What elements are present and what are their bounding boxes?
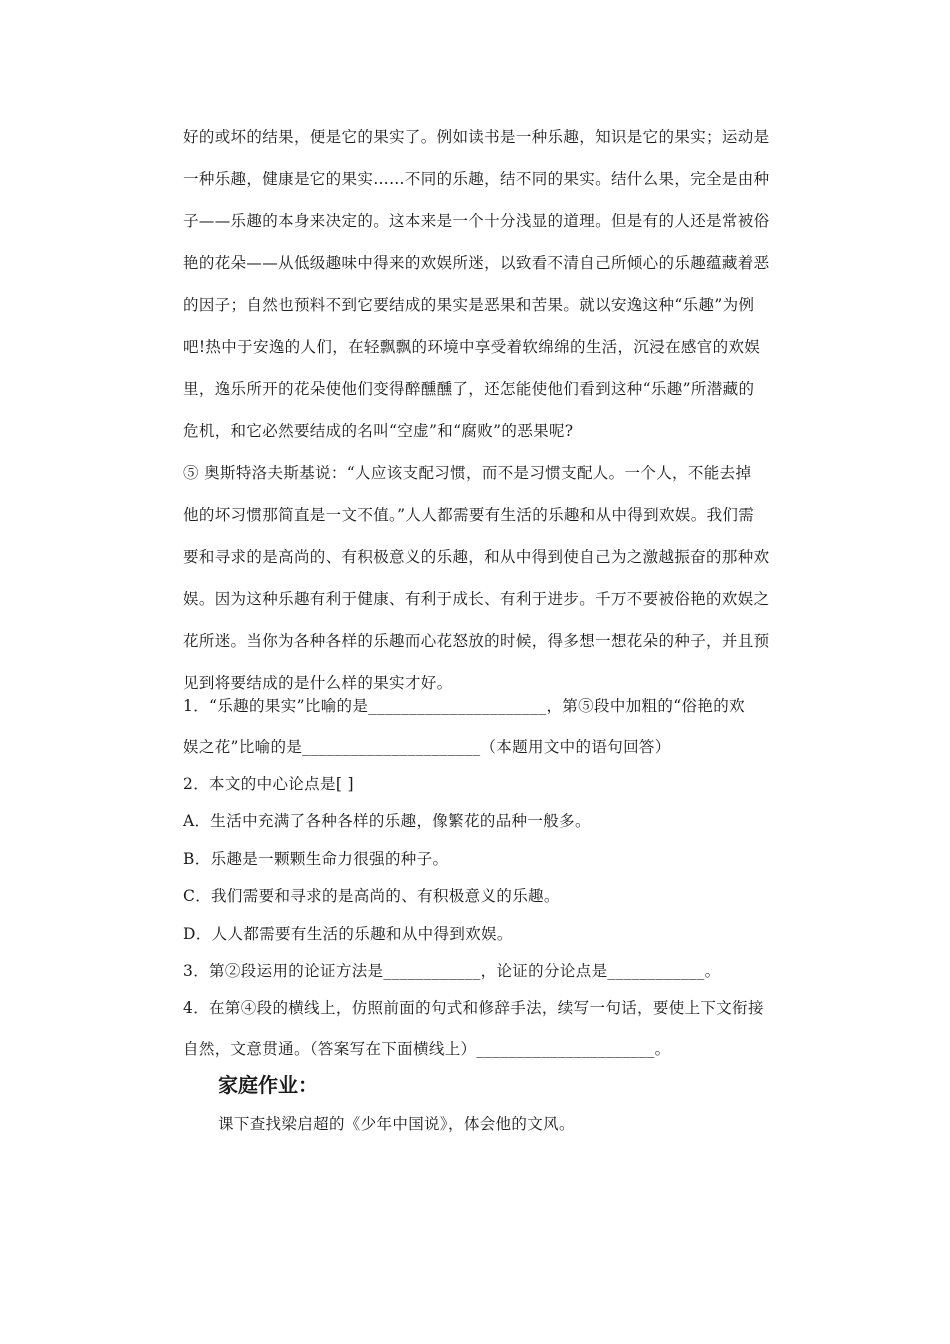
passage-paragraph-5-start: ⑤ 奥斯特洛夫斯基说：“人应该支配习惯，而不是习惯支配人。一个人，不能去掉 bbox=[183, 464, 752, 482]
passage-line: 的因子；自然也预料不到它要结成的果实是恶果和苦果。就以安逸这种“乐趣”为例 bbox=[183, 296, 755, 314]
passage-line: 艳的花朵——从低级趣味中得来的欢娱所迷，以致看不清自己所倾心的乐趣蕴藏着恶 bbox=[183, 254, 770, 272]
question-2-option-d: D．人人都需要有生活的乐趣和从中得到欢娱。 bbox=[183, 925, 513, 943]
question-2: 2．本文的中心论点是[ ] bbox=[183, 775, 354, 793]
passage-line: 花所迷。当你为各种各样的乐趣而心花怒放的时候，得多想一想花朵的种子，并且预 bbox=[183, 632, 770, 650]
passage-line: 要和寻求的是高尚的、有积极意义的乐趣，和从中得到使自己为之激越振奋的那种欢 bbox=[183, 548, 770, 566]
question-4-line-1: 4．在第④段的横线上，仿照前面的句式和修辞手法，续写一句话，要使上下文衔接 bbox=[183, 999, 764, 1017]
question-3: 3．第②段运用的论证方法是____________，论证的分论点是____________。 bbox=[183, 962, 721, 980]
passage-line: 见到将要结成的是什么样的果实才好。 bbox=[183, 674, 453, 692]
passage-line: 里，逸乐所开的花朵使他们变得醉醺醺了，还怎能使他们看到这种“乐趣”所潜藏的 bbox=[183, 380, 755, 398]
homework-heading: 家庭作业： bbox=[218, 1073, 318, 1097]
passage-line: 一种乐趣，健康是它的果实……不同的乐趣，结不同的果实。结什么果，完全是由种 bbox=[183, 170, 770, 188]
passage-line: 好的或坏的结果，便是它的果实了。例如读书是一种乐趣，知识是它的果实；运动是 bbox=[183, 128, 770, 146]
question-2-option-c: C．我们需要和寻求的是高尚的、有积极意义的乐趣。 bbox=[183, 887, 560, 905]
question-4-line-2: 自然，文意贯通。（答案写在下面横线上）______________________。 bbox=[183, 1040, 671, 1058]
passage-line: 他的坏习惯那简直是一文不值。”人人都需要有生活的乐趣和从中得到欢娱。我们需 bbox=[183, 506, 755, 524]
passage-line: 娱。因为这种乐趣有利于健康、有利于成长、有利于进步。千万不要被俗艳的欢娱之 bbox=[183, 590, 770, 608]
question-1-line-2: 娱之花”比喻的是______________________（本题用文中的语句回答） bbox=[183, 738, 671, 756]
passage-line: 吧!热中于安逸的人们，在轻飘飘的环境中享受着软绵绵的生活，沉浸在感官的欢娱 bbox=[183, 338, 761, 356]
question-2-option-b: B．乐趣是一颗颗生命力很强的种子。 bbox=[183, 850, 449, 868]
homework-text: 课下查找梁启超的《少年中国说》，体会他的文风。 bbox=[218, 1115, 575, 1133]
question-1-line-1: 1．“乐趣的果实”比喻的是______________________，第⑤段中加粗的“俗艳的欢 bbox=[183, 697, 745, 715]
passage-line: 危机，和它必然要结成的名叫“空虚”和“腐败”的恶果呢? bbox=[183, 422, 574, 440]
question-2-option-a: A．生活中充满了各种各样的乐趣，像繁花的品种一般多。 bbox=[183, 812, 591, 830]
passage-line: 子——乐趣的本身来决定的。这本来是一个十分浅显的道理。但是有的人还是常被俗 bbox=[183, 212, 770, 230]
